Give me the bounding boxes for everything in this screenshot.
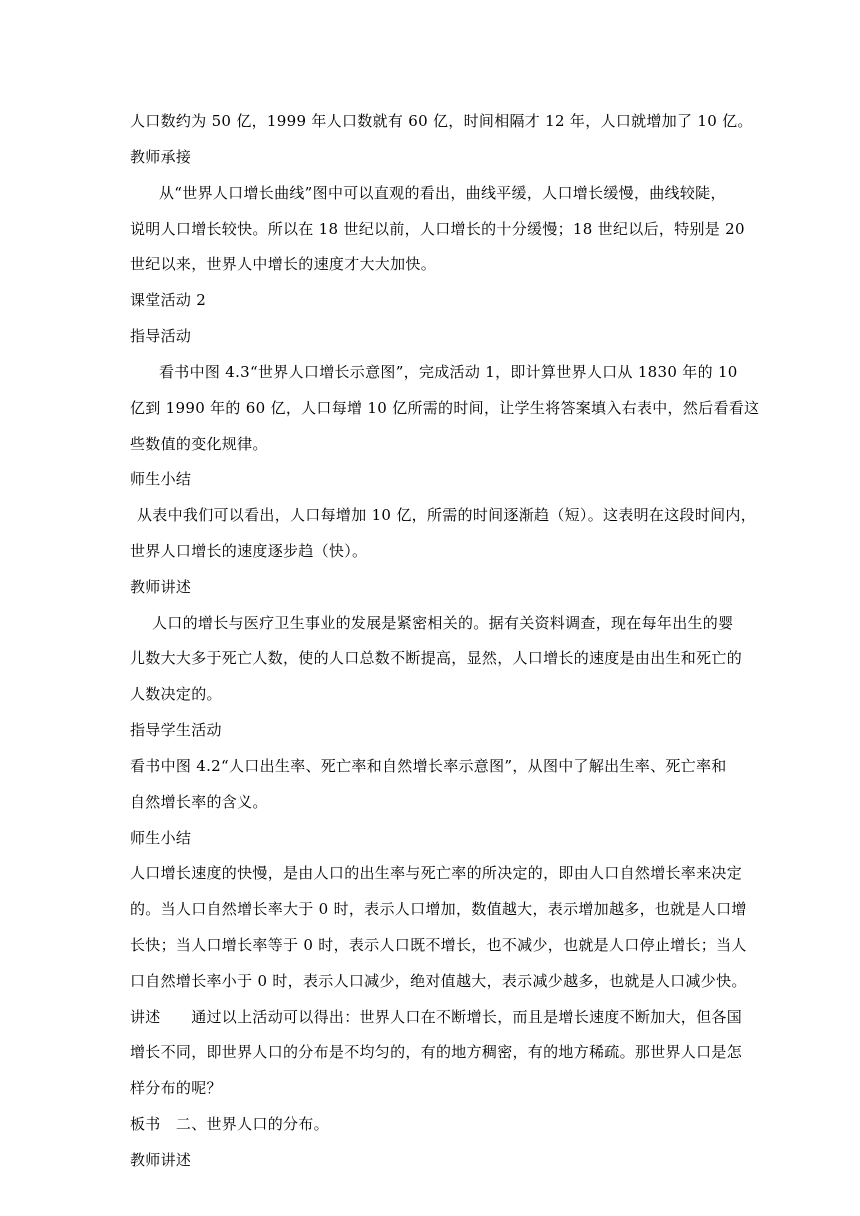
paragraph-line: 口自然增长率小于 0 时，表示人口减少，绝对值越大，表示减少越多，也就是人口减少快。 xyxy=(130,972,747,990)
paragraph-line: 世界人口增长的速度逐步趋（快）。 xyxy=(130,542,368,560)
paragraph-line: 人口增长速度的快慢，是由人口的出生率与死亡率的所决定的，即由人口自然增长率来决定 xyxy=(130,864,743,882)
paragraph-line: 讲述 通过以上活动可以得出：世界人口在不断增长，而且是增长速度不断加大，但各国 xyxy=(130,1008,743,1026)
paragraph-line: 儿数大大多于死亡人数，使的人口总数不断提高，显然，人口增长的速度是由出生和死亡的 xyxy=(130,649,743,667)
paragraph-line: 人数决定的。 xyxy=(130,685,222,703)
section-heading: 指导学生活动 xyxy=(130,721,222,739)
paragraph-line: 从“世界人口增长曲线”图中可以直观的看出，曲线平缓，人口增长缓慢，曲线较陡， xyxy=(159,184,726,202)
paragraph-line: 看书中图 4.3“世界人口增长示意图”，完成活动 1，即计算世界人口从 1830 年的 10 xyxy=(159,363,738,381)
paragraph-line: 些数值的变化规律。 xyxy=(130,435,268,453)
paragraph-line: 人口数约为 50 亿，1999 年人口数就有 60 亿，时间相隔才 12 年，人口就增加了 10 亿。 xyxy=(130,112,753,130)
paragraph-line: 样分布的呢？ xyxy=(130,1079,222,1097)
section-heading: 教师讲述 xyxy=(130,578,192,596)
paragraph-line: 说明人口增长较快。所以在 18 世纪以前，人口增长的十分缓慢；18 世纪以后，特别是 20 xyxy=(130,220,745,238)
paragraph-line: 从表中我们可以看出，人口每增加 10 亿，所需的时间逐渐趋（短）。这表明在这段时间内， xyxy=(137,506,757,524)
section-heading: 师生小结 xyxy=(130,829,192,847)
paragraph-line: 长快；当人口增长率等于 0 时，表示人口既不增长，也不减少，也就是人口停止增长；当人 xyxy=(130,936,747,954)
section-heading: 课堂活动 2 xyxy=(130,291,207,309)
section-heading: 教师承接 xyxy=(130,148,192,166)
section-heading: 板书 二、世界人口的分布。 xyxy=(130,1115,329,1133)
paragraph-line: 世纪以来，世界人中增长的速度才大大加快。 xyxy=(130,255,437,273)
paragraph-line: 的。当人口自然增长率大于 0 时，表示人口增加，数值越大，表示增加越多，也就是人口增 xyxy=(130,900,747,918)
section-heading: 师生小结 xyxy=(130,470,192,488)
paragraph-line: 亿到 1990 年的 60 亿，人口每增 10 亿所需的时间，让学生将答案填入右表中，然后看看这 xyxy=(130,399,760,417)
paragraph-line: 自然增长率的含义。 xyxy=(130,793,268,811)
section-heading: 指导活动 xyxy=(130,327,192,345)
paragraph-line: 看书中图 4.2“人口出生率、死亡率和自然增长率示意图”，从图中了解出生率、死亡率和 xyxy=(130,757,727,775)
paragraph-line: 人口的增长与医疗卫生事业的发展是紧密相关的。据有关资料调查，现在每年出生的婴 xyxy=(152,614,734,632)
paragraph-line: 增长不同，即世界人口的分布是不均匀的，有的地方稠密，有的地方稀疏。那世界人口是怎 xyxy=(130,1043,743,1061)
section-heading: 教师讲述 xyxy=(130,1151,192,1169)
